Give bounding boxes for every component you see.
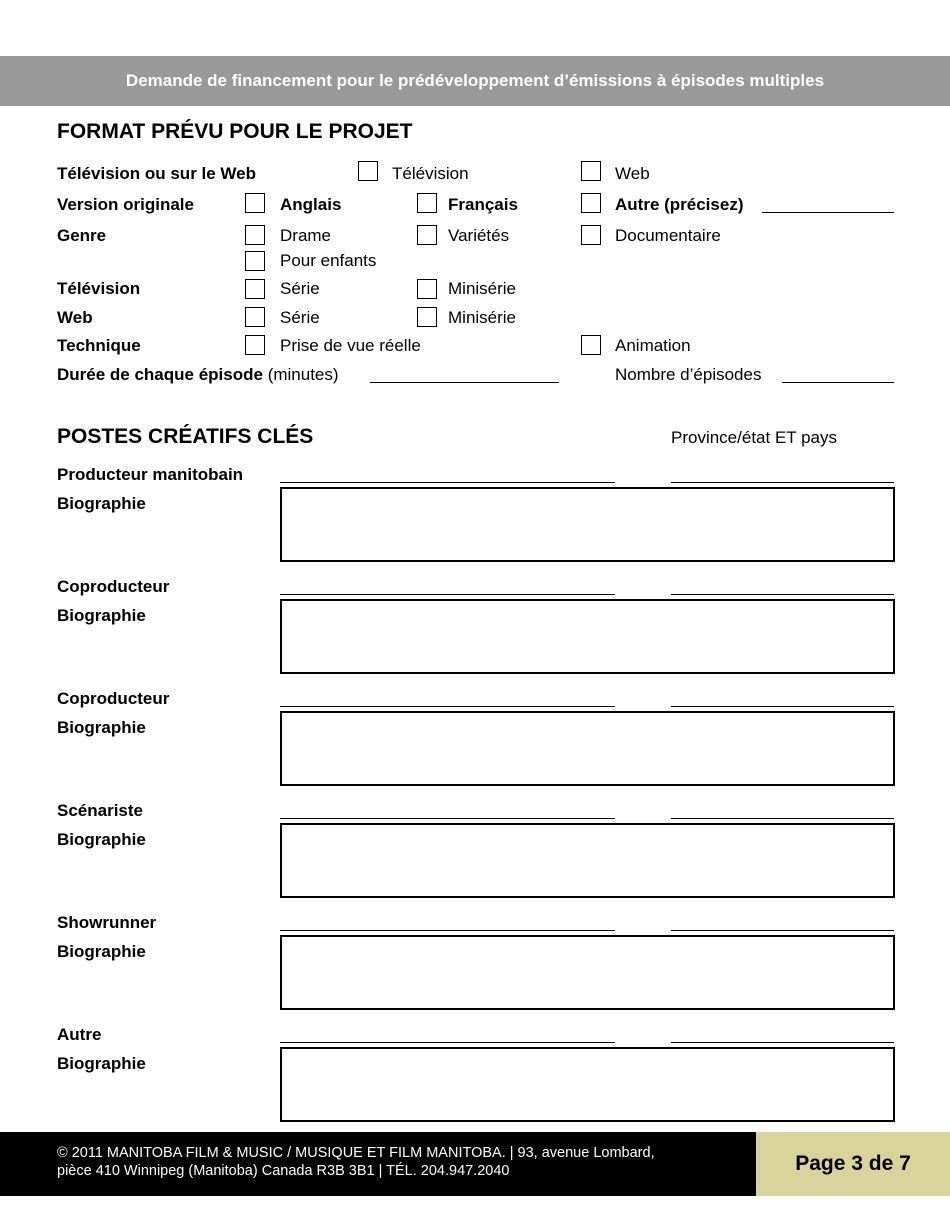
web-series-option-label: Série: [280, 308, 320, 327]
animation-option-label: Animation: [615, 336, 691, 355]
web-miniseries-checkbox[interactable]: [417, 307, 437, 327]
live-action-option-label: Prise de vue réelle: [280, 336, 421, 355]
french-option-label: Français: [448, 195, 518, 214]
variety-option-label: Variétés: [448, 226, 510, 245]
television-type-label: Télévision: [57, 279, 141, 298]
biography-textarea[interactable]: [280, 487, 895, 562]
web-checkbox[interactable]: [581, 161, 601, 181]
footer-line-2: pièce 410 Winnipeg (Manitoba) Canada R3B 3B1 | TÉL. 204.947.2040: [57, 1163, 510, 1179]
technique-label: Technique: [57, 336, 141, 355]
web-miniseries-option-label: Minisérie: [448, 308, 517, 327]
other-language-input[interactable]: [762, 212, 894, 213]
role-name-input[interactable]: [280, 1042, 615, 1043]
duration-input[interactable]: [370, 382, 559, 383]
role-location-input[interactable]: [671, 482, 894, 483]
english-option-label: Anglais: [280, 195, 342, 214]
variety-checkbox[interactable]: [417, 225, 437, 245]
location-column-header: Province/état ET pays: [671, 428, 837, 447]
role-location-input[interactable]: [671, 594, 894, 595]
animation-checkbox[interactable]: [581, 335, 601, 355]
biography-label: Biographie: [57, 830, 146, 849]
role-label: Coproducteur: [57, 577, 170, 596]
web-type-label: Web: [57, 308, 93, 327]
role-label: Showrunner: [57, 913, 157, 932]
tv-web-label: Télévision ou sur le Web: [57, 164, 257, 183]
role-label: Scénariste: [57, 801, 143, 820]
drama-checkbox[interactable]: [245, 225, 265, 245]
tv-miniseries-checkbox[interactable]: [417, 279, 437, 299]
format-section-title: FORMAT PRÉVU POUR LE PROJET: [57, 120, 413, 143]
biography-textarea[interactable]: [280, 711, 895, 786]
other-language-option-label: Autre (précisez): [615, 195, 744, 214]
french-checkbox[interactable]: [417, 193, 437, 213]
episodes-label: Nombre d’épisodes: [615, 365, 762, 384]
kids-checkbox[interactable]: [245, 251, 265, 271]
role-name-input[interactable]: [280, 818, 615, 819]
role-name-input[interactable]: [280, 930, 615, 931]
documentary-option-label: Documentaire: [615, 226, 721, 245]
documentary-checkbox[interactable]: [581, 225, 601, 245]
footer-line-1: © 2011 MANITOBA FILM & MUSIC / MUSIQUE ET FILM MANITOBA. | 93, avenue Lombard,: [57, 1145, 655, 1161]
duration-label-main: Durée de chaque épisode: [57, 365, 263, 384]
role-label: Producteur manitobain: [57, 465, 244, 484]
role-label: Coproducteur: [57, 689, 170, 708]
role-name-input[interactable]: [280, 482, 615, 483]
creative-section-title: POSTES CRÉATIFS CLÉS: [57, 425, 314, 448]
tv-miniseries-option-label: Minisérie: [448, 279, 517, 298]
role-name-input[interactable]: [280, 706, 615, 707]
version-label: Version originale: [57, 195, 194, 214]
web-series-checkbox[interactable]: [245, 307, 265, 327]
role-label: Autre: [57, 1025, 102, 1044]
live-action-checkbox[interactable]: [245, 335, 265, 355]
role-location-input[interactable]: [671, 706, 894, 707]
biography-label: Biographie: [57, 942, 146, 961]
tv-series-checkbox[interactable]: [245, 279, 265, 299]
other-language-checkbox[interactable]: [581, 193, 601, 213]
biography-textarea[interactable]: [280, 599, 895, 674]
television-checkbox[interactable]: [358, 161, 378, 181]
episodes-input[interactable]: [782, 382, 894, 383]
biography-textarea[interactable]: [280, 935, 895, 1010]
biography-label: Biographie: [57, 718, 146, 737]
biography-label: Biographie: [57, 606, 146, 625]
drama-option-label: Drame: [280, 226, 332, 245]
kids-option-label: Pour enfants: [280, 251, 377, 270]
biography-label: Biographie: [57, 1054, 146, 1073]
page-number: Page 3 de 7: [756, 1132, 950, 1196]
biography-textarea[interactable]: [280, 823, 895, 898]
television-option-label: Télévision: [392, 164, 469, 183]
role-location-input[interactable]: [671, 1042, 894, 1043]
biography-label: Biographie: [57, 494, 146, 513]
duration-label-unit: (minutes): [267, 365, 339, 384]
role-location-input[interactable]: [671, 930, 894, 931]
role-name-input[interactable]: [280, 594, 615, 595]
genre-label: Genre: [57, 226, 107, 245]
english-checkbox[interactable]: [245, 193, 265, 213]
form-banner: Demande de financement pour le prédéveloppement d’émissions à épisodes multiples: [0, 56, 950, 106]
biography-textarea[interactable]: [280, 1047, 895, 1122]
tv-series-option-label: Série: [280, 279, 320, 298]
duration-label: [57, 365, 339, 385]
web-option-label: Web: [615, 164, 650, 183]
role-location-input[interactable]: [671, 818, 894, 819]
footer: [0, 1132, 756, 1196]
